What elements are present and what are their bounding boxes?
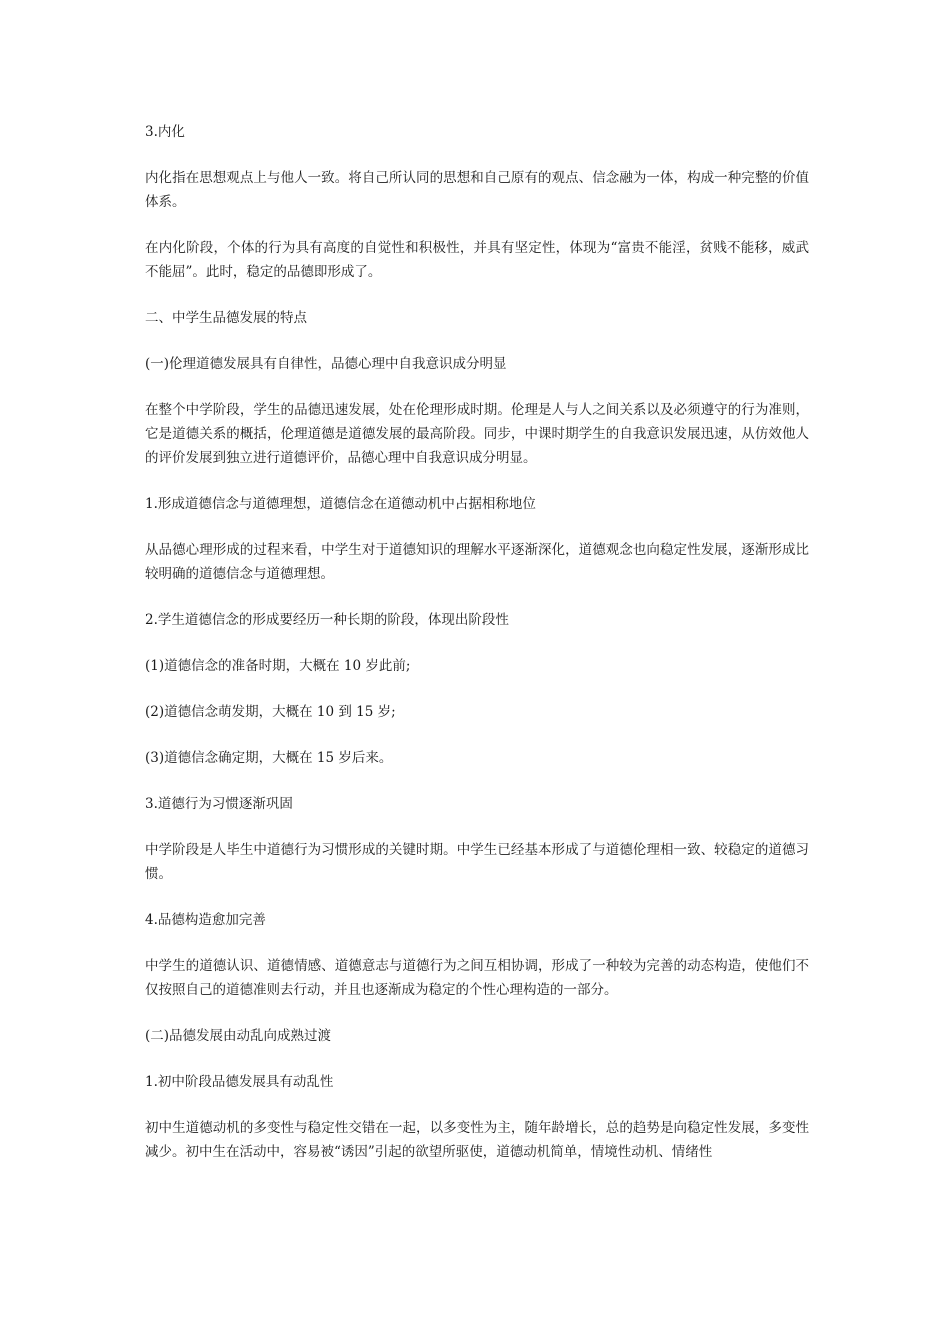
list-item-stage-3: (3)道德信念确定期，大概在 15 岁后来。	[145, 750, 393, 766]
heading-structure: 4.品德构造愈加完善	[145, 912, 266, 928]
paragraph-internalization-definition: 内化指在思想观点上与他人一致。将自己所认同的思想和自己原有的观点、信念融为一体，构成一种完整的价值体系。	[145, 170, 809, 210]
heading-habits: 3.道德行为习惯逐渐巩固	[145, 796, 293, 812]
paragraph-internalization-stage: 在内化阶段，个体的行为具有高度的自觉性和积极性，并具有坚定性，体现为“富贵不能淫，贫贱不能移，威武不能屈”。此时，稳定的品德即形成了。	[145, 240, 809, 280]
heading-junior-instability: 1.初中阶段品德发展具有动乱性	[145, 1074, 334, 1090]
heading-belief-stages: 2.学生道德信念的形成要经历一种长期的阶段，体现出阶段性	[145, 612, 509, 628]
subsection-heading-autonomy: (一)伦理道德发展具有自律性，品德心理中自我意识成分明显	[145, 356, 507, 372]
list-item-stage-2: (2)道德信念萌发期，大概在 10 到 15 岁;	[145, 704, 396, 720]
document-page	[145, 120, 809, 1186]
heading-moral-beliefs: 1.形成道德信念与道德理想，道德信念在道德动机中占据相称地位	[145, 496, 536, 512]
paragraph-habits: 中学阶段是人毕生中道德行为习惯形成的关键时期。中学生已经基本形成了与道德伦理相一致、较稳定的道德习惯。	[145, 842, 809, 882]
subsection-heading-transition: (二)品德发展由动乱向成熟过渡	[145, 1028, 332, 1044]
paragraph-structure: 中学生的道德认识、道德情感、道德意志与道德行为之间互相协调，形成了一种较为完善的动态构造，使他们不仅按照自己的道德准则去行动，并且也逐渐成为稳定的个性心理构造的一部分。	[145, 958, 809, 998]
paragraph-ethics-formation: 在整个中学阶段，学生的品德迅速发展，处在伦理形成时期。伦理是人与人之间关系以及必须遵守的行为准则，它是道德关系的概括，伦理道德是道德发展的最高阶段。同步，中课时期学生的自我意识发展迅速，从仿效他人的评价发展到独立进行道德评价，品德心理中自我意识成分明显。	[145, 402, 809, 466]
section-heading-characteristics: 二、中学生品德发展的特点	[145, 310, 307, 326]
paragraph-junior-instability: 初中生道德动机的多变性与稳定性交错在一起，以多变性为主，随年龄增长，总的趋势是向稳定性发展，多变性减少。初中生在活动中，容易被“诱因”引起的欲望所驱使，道德动机简单，情境性动机、情绪性	[145, 1120, 809, 1160]
heading-internalization: 3.内化	[145, 124, 185, 140]
paragraph-moral-beliefs: 从品德心理形成的过程来看，中学生对于道德知识的理解水平逐渐深化，道德观念也向稳定性发展，逐渐形成比较明确的道德信念与道德理想。	[145, 542, 809, 582]
list-item-stage-1: (1)道德信念的准备时期，大概在 10 岁此前;	[145, 658, 411, 674]
